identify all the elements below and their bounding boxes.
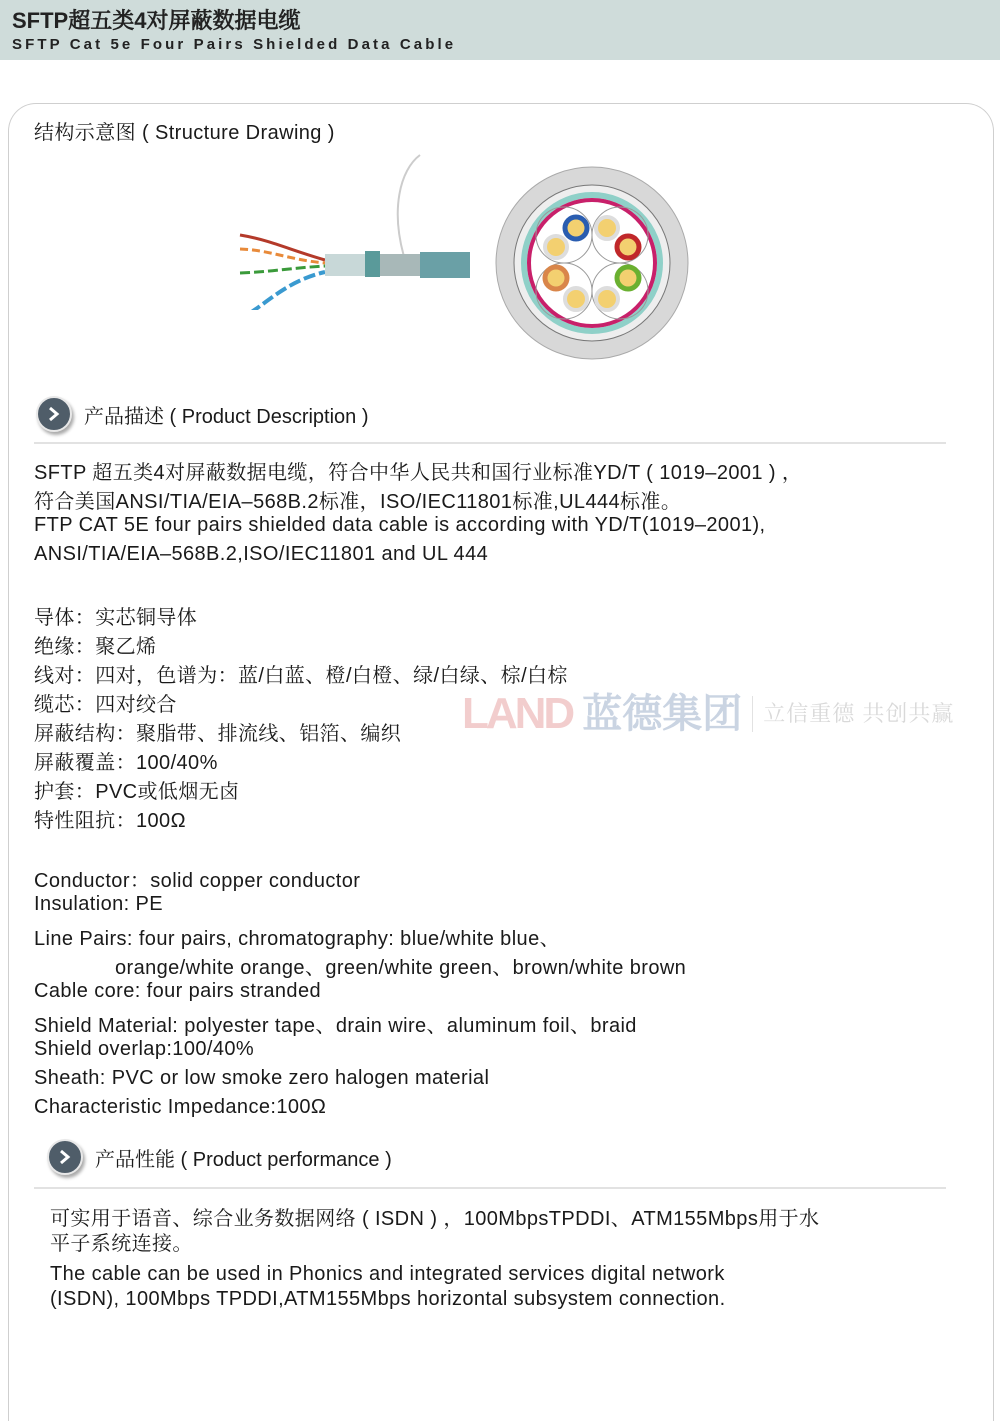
- watermark-separator: [752, 696, 753, 732]
- spec-line: 绝缘：聚乙烯: [34, 636, 157, 658]
- performance-line: 平子系统连接。: [50, 1233, 193, 1255]
- spec-line: Insulation: PE: [34, 893, 164, 915]
- header-banner: [0, 0, 1000, 60]
- spec-line: 特性阻抗：100Ω: [34, 810, 186, 832]
- spec-line: Line Pairs: four pairs, chromatography: blue/white blue、: [34, 928, 560, 950]
- intro-line: FTP CAT 5E four pairs shielded data cable is according with YD/T(1019–2001),: [34, 514, 766, 536]
- chevron-right-icon: [47, 1139, 83, 1175]
- cross-section-diagram: [494, 165, 690, 361]
- cable-illustration: [230, 150, 470, 310]
- spec-line: Cable core: four pairs stranded: [34, 980, 321, 1002]
- watermark-slogan: 立信重德 共创共赢: [763, 701, 955, 726]
- section-description-heading: [36, 396, 369, 432]
- intro-line: 符合美国ANSI/TIA/EIA–568B.2标准，ISO/IEC11801标准,UL444标准。: [34, 491, 682, 513]
- spec-line: 屏蔽结构：聚脂带、排流线、铝箔、编织: [34, 723, 402, 745]
- intro-line: ANSI/TIA/EIA–568B.2,ISO/IEC11801 and UL 444: [34, 543, 489, 565]
- divider: [34, 442, 946, 444]
- performance-line: (ISDN), 100Mbps TPDDI,ATM155Mbps horizontal subsystem connection.: [50, 1288, 726, 1310]
- spec-line: 缆芯：四对绞合: [34, 694, 177, 716]
- watermark-logo: LAND: [462, 689, 573, 738]
- title-en: SFTP Cat 5e Four Pairs Shielded Data Cable: [12, 36, 457, 53]
- performance-line: 可实用于语音、综合业务数据网络 ( ISDN ) ，100MbpsTPDDI、ATM155Mbps用于水: [50, 1208, 820, 1230]
- performance-line: The cable can be used in Phonics and integrated services digital network: [50, 1263, 725, 1285]
- spec-line: Characteristic Impedance:100Ω: [34, 1096, 327, 1118]
- intro-line: SFTP 超五类4对屏蔽数据电缆，符合中华人民共和国行业标准YD/T ( 1019–2001 ) ，: [34, 462, 803, 484]
- performance-heading: 产品性能 ( Product performance ): [95, 1148, 392, 1171]
- spec-line: 线对：四对，色谱为：蓝/白蓝、橙/白橙、绿/白绿、棕/白棕: [34, 665, 568, 687]
- chevron-right-icon: [36, 396, 72, 432]
- divider: [34, 1187, 946, 1189]
- watermark: [462, 689, 955, 738]
- spec-line: Sheath: PVC or low smoke zero halogen material: [34, 1067, 490, 1089]
- structure-heading: 结构示意图 ( Structure Drawing ): [34, 122, 335, 144]
- spec-line: 护套：PVC或低烟无卤: [34, 781, 240, 803]
- watermark-name: 蓝德集团: [582, 692, 743, 736]
- title-cn: SFTP超五类4对屏蔽数据电缆: [12, 8, 301, 33]
- spec-line: orange/white orange、green/white green、brown/white brown: [115, 957, 687, 979]
- spec-line: 导体：实芯铜导体: [34, 607, 198, 629]
- spec-line: Shield Material: polyester tape、drain wire、aluminum foil、braid: [34, 1015, 637, 1037]
- spec-line: Shield overlap:100/40%: [34, 1038, 255, 1060]
- spec-line: 屏蔽覆盖：100/40%: [34, 752, 218, 774]
- section-performance-heading: [47, 1139, 392, 1175]
- description-heading: 产品描述 ( Product Description ): [84, 405, 369, 428]
- spec-line: Conductor：solid copper conductor: [34, 870, 361, 892]
